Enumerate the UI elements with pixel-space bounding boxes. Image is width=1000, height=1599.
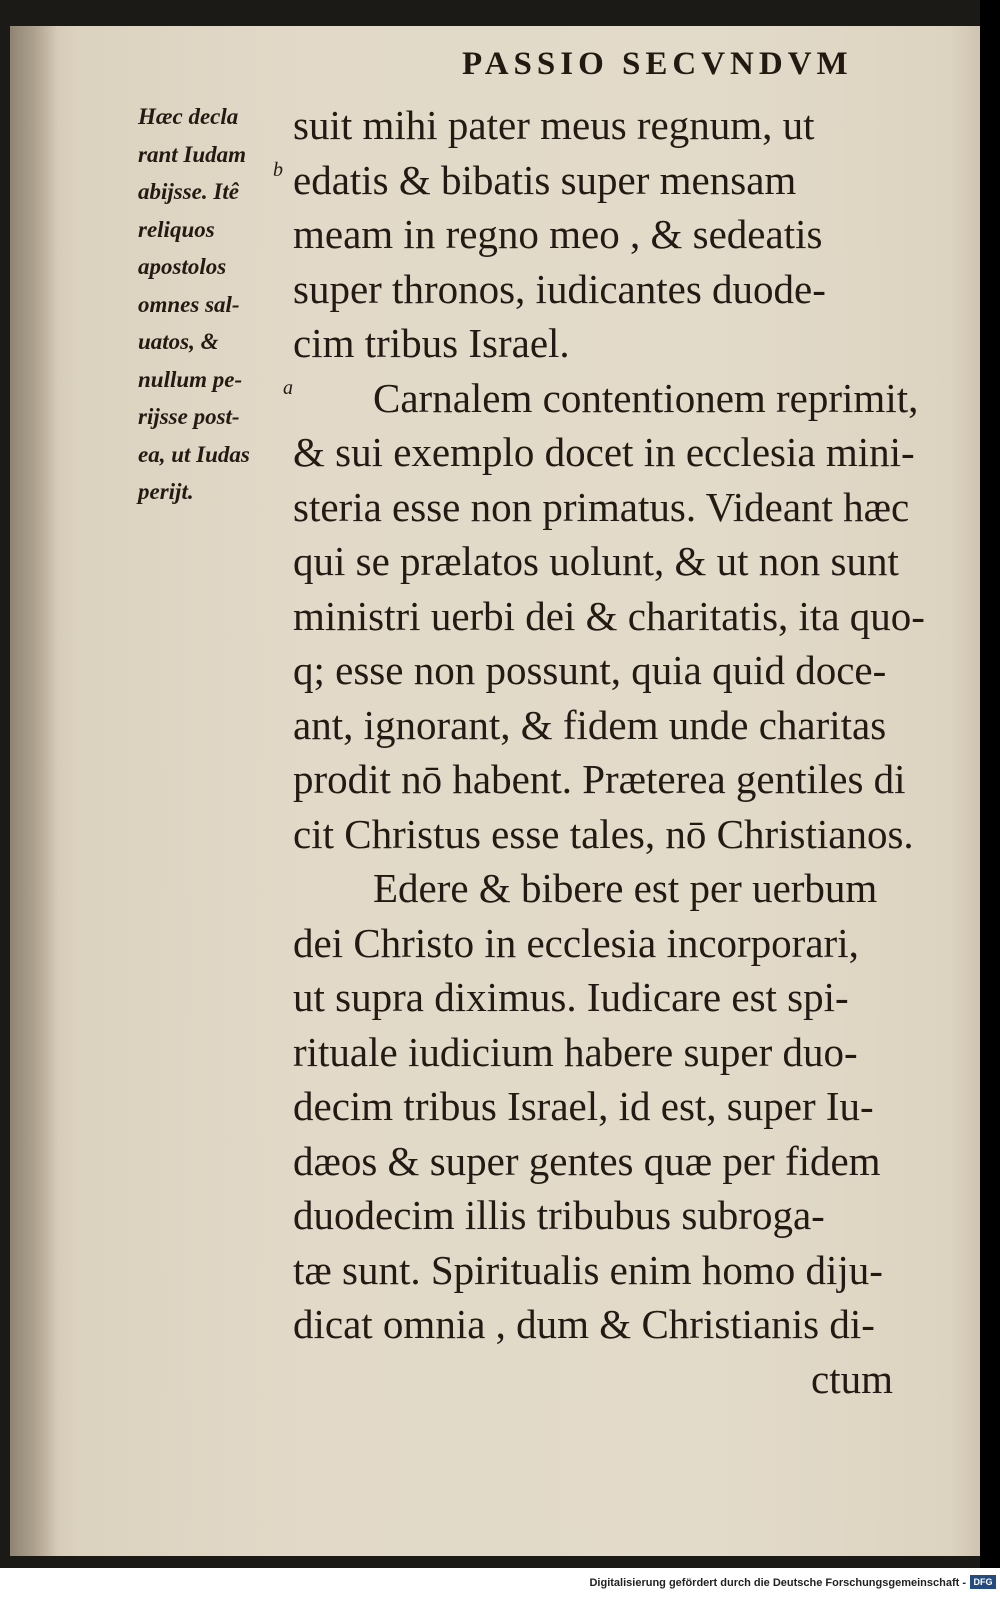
text-line: edatis & bibatis super mensam xyxy=(293,156,797,203)
text-line: Edere & bibere est per uerbum xyxy=(373,865,878,911)
text-line: & sui exemplo docet in ecclesia mini- xyxy=(293,429,915,475)
margin-note-line: ea, ut Iudas xyxy=(138,441,250,467)
text-line: Carnalem contentionem reprimit, xyxy=(373,374,919,421)
text-line: rituale iudicium habere super duo- xyxy=(293,1028,858,1075)
note-letter-b: b xyxy=(273,158,283,181)
scan-edge xyxy=(980,0,1000,1568)
page-gutter-shadow xyxy=(10,26,58,1556)
text-line: cit Christus esse tales, nō Christianos. xyxy=(293,810,914,857)
note-letter-a: a xyxy=(283,376,293,399)
text-line: q; esse non possunt, quia quid doce- xyxy=(293,647,887,693)
text-line: dei Christo in ecclesia incorporari, xyxy=(293,919,859,966)
text-line: ministri uerbi dei & charitatis, ita quo- xyxy=(293,592,925,639)
margin-note-line: uatos, & xyxy=(138,329,219,354)
running-header: PASSIO SECVNDVM xyxy=(462,46,853,82)
margin-note-line: nullum pe- xyxy=(138,366,243,392)
footer-credit: Digitalisierung gefördert durch die Deutsche Forschungsgemeinschaft - xyxy=(589,1577,966,1589)
margin-note-line: Hæc decla xyxy=(138,104,239,129)
text-line: decim tribus Israel, id est, super Iu- xyxy=(293,1083,874,1129)
margin-note-line: abijsse. Itê xyxy=(138,179,239,204)
text-line: dicat omnia , dum & Christianis di- xyxy=(293,1301,875,1347)
margin-note-line: omnes sal- xyxy=(138,291,240,317)
text-line-with-note-a xyxy=(283,371,953,426)
main-text-block xyxy=(273,98,953,1406)
margin-note-line: reliquos xyxy=(138,216,215,242)
text-line: suit mihi pater meus regnum, ut xyxy=(293,102,815,148)
text-line: prodit nō habent. Præterea gentiles di xyxy=(293,756,906,802)
footer-bar xyxy=(0,1568,1000,1599)
text-line: cim tribus Israel. xyxy=(293,320,570,366)
margin-note-line: apostolos xyxy=(138,254,227,279)
catchword: ctum xyxy=(811,1355,893,1402)
text-line: meam in regno meo , & sedeatis xyxy=(293,211,823,257)
margin-note-line: rijsse post- xyxy=(138,404,240,429)
text-line: ut supra diximus. Iudicare est spi- xyxy=(293,974,849,1020)
text-line: ant, ignorant, & fidem unde charitas xyxy=(293,701,887,748)
dfg-logo: DFG xyxy=(970,1575,996,1589)
text-line: qui se prælatos uolunt, & ut non sunt xyxy=(293,538,899,584)
margin-note-line: perijt. xyxy=(138,479,194,504)
text-line: duodecim illis tribubus subroga- xyxy=(293,1192,825,1238)
text-line-with-note-b xyxy=(273,153,953,208)
margin-note-line: rant Iudam xyxy=(138,141,247,167)
text-line: dæos & super gentes quæ per fidem xyxy=(293,1137,881,1184)
text-line: tæ sunt. Spiritualis enim homo diju- xyxy=(293,1246,883,1293)
text-line: steria esse non primatus. Videant hæc xyxy=(293,483,910,530)
text-line: super thronos, iudicantes duode- xyxy=(293,265,826,312)
